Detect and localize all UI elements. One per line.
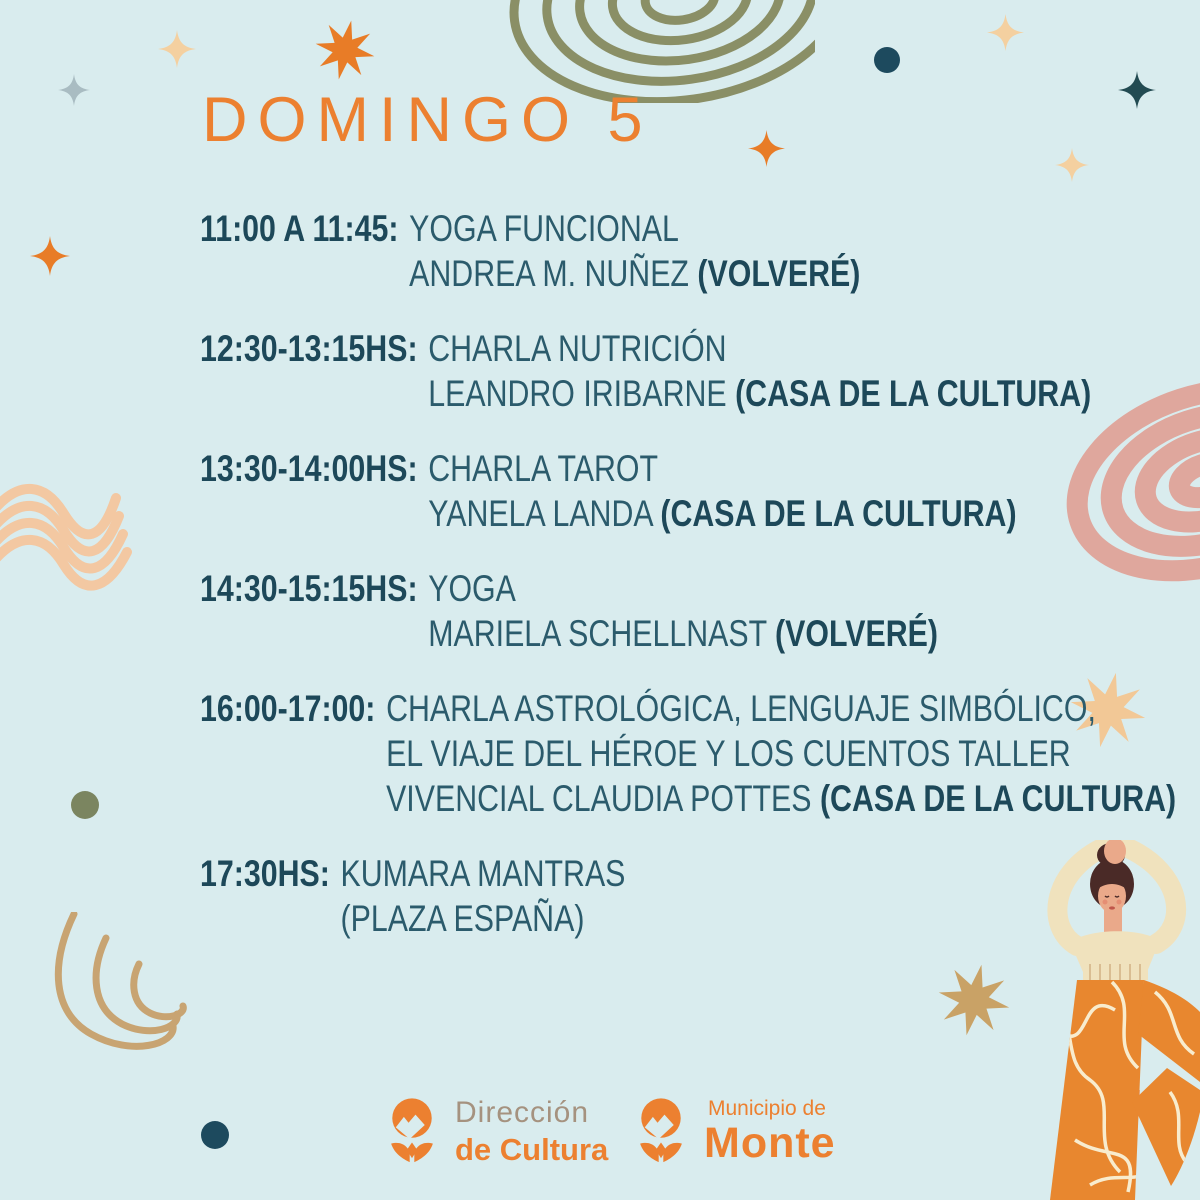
schedule-entry	[200, 686, 1176, 821]
orange-starburst-icon	[315, 20, 375, 80]
entry-person: YANELA LANDA	[428, 493, 661, 534]
entry-time: 14:30-15:15HS:	[200, 568, 418, 609]
schedule-entry	[200, 326, 1176, 416]
olive-dot-icon	[71, 791, 99, 819]
entry-venue: (CASA DE LA CULTURA)	[735, 373, 1092, 414]
beige-sparkle-icon	[1055, 148, 1089, 182]
schedule-entry	[200, 851, 1176, 941]
entry-time: 17:30HS:	[200, 853, 330, 894]
monte-logo-icon	[632, 1088, 690, 1176]
entry-time: 12:30-13:15HS:	[200, 328, 418, 369]
teal-sparkle-icon	[1118, 71, 1156, 109]
schedule-list	[200, 206, 1200, 941]
entry-time: 13:30-14:00HS:	[200, 448, 418, 489]
page-title: DOMINGO 5	[202, 85, 653, 155]
teal-dot-icon	[201, 1121, 229, 1149]
beige-sparkle-icon	[987, 14, 1024, 51]
teal-dot-icon	[874, 47, 900, 73]
schedule-entry	[200, 566, 1176, 656]
municipio-de-monte-logo	[632, 1088, 836, 1176]
cultura-logo-icon	[383, 1088, 441, 1176]
entry-venue: (VOLVERÉ)	[697, 253, 861, 294]
entry-time: 11:00 A 11:45:	[200, 208, 399, 249]
orange-sparkle-icon	[748, 130, 785, 167]
entry-person: VIVENCIAL CLAUDIA POTTES	[386, 778, 820, 819]
entry-title: CHARLA ASTROLÓGICA, LENGUAJE SIMBÓLICO,	[386, 688, 1096, 729]
entry-time: 16:00-17:00:	[200, 688, 376, 729]
cultura-logo-line2: de Cultura	[455, 1132, 609, 1167]
direccion-de-cultura-logo	[383, 1088, 608, 1176]
schedule-entry	[200, 446, 1176, 536]
orange-sparkle-icon	[30, 236, 70, 276]
tan-starburst-icon	[938, 964, 1010, 1036]
entry-title: YOGA FUNCIONAL	[409, 208, 679, 249]
monte-logo-line2: Monte	[704, 1118, 836, 1167]
entry-person: LEANDRO IRIBARNE	[428, 373, 736, 414]
entry-venue: (PLAZA ESPAÑA)	[340, 898, 585, 939]
beige-sparkle-icon	[158, 30, 196, 68]
entry-venue: (CASA DE LA CULTURA)	[660, 493, 1017, 534]
cultura-logo-line1: Dirección	[455, 1096, 590, 1129]
entry-title: CHARLA TAROT	[428, 448, 659, 489]
schedule-entry	[200, 206, 1176, 296]
entry-title: KUMARA MANTRAS	[340, 853, 626, 894]
monte-logo-line1: Municipio de	[708, 1096, 826, 1120]
entry-person: MARIELA SCHELLNAST	[428, 613, 776, 654]
gray-sparkle-icon	[58, 74, 90, 106]
entry-venue: (VOLVERÉ)	[775, 613, 938, 654]
entry-title: YOGA	[428, 568, 516, 609]
entry-venue: (CASA DE LA CULTURA)	[819, 778, 1177, 819]
peach-waves-decoration	[0, 468, 140, 608]
tan-hooks-decoration	[46, 912, 211, 1072]
entry-detail: EL VIAJE DEL HÉROE Y LOS CUENTOS TALLER	[386, 733, 1071, 774]
entry-person: ANDREA M. NUÑEZ	[409, 253, 698, 294]
entry-title: CHARLA NUTRICIÓN	[428, 328, 727, 369]
